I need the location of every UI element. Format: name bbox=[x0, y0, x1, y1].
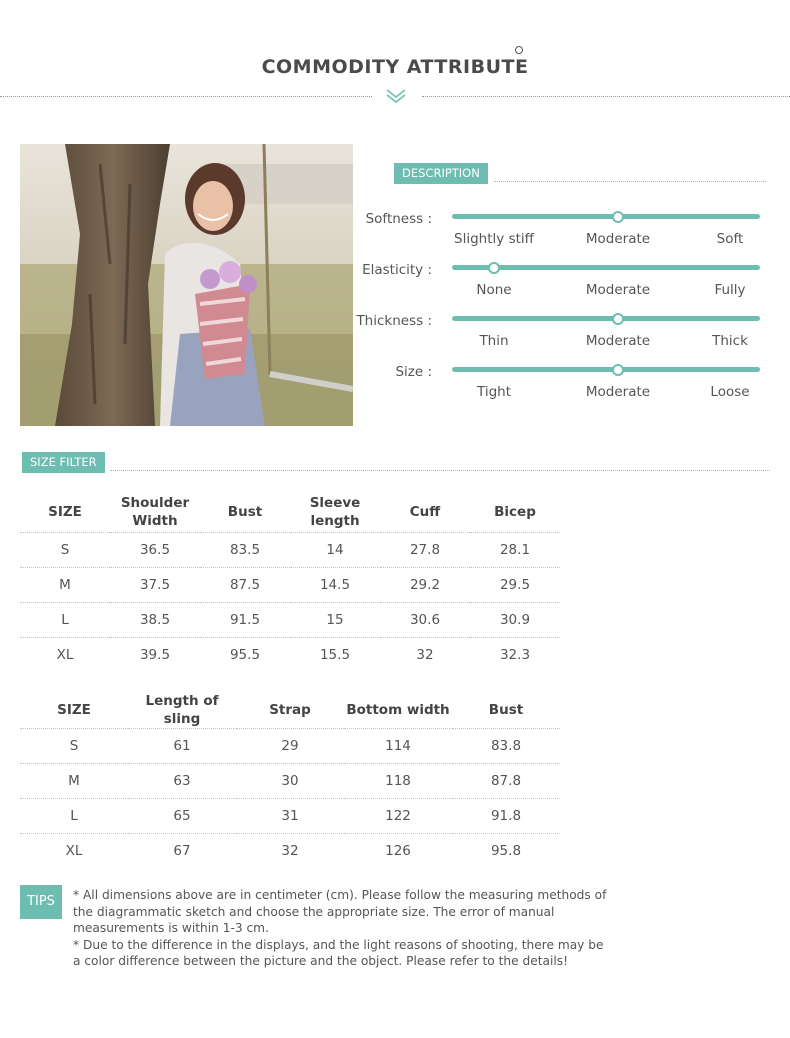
table-cell: 32 bbox=[380, 637, 470, 672]
thickness-option: Thick bbox=[712, 333, 748, 349]
thickness-option: Moderate bbox=[585, 333, 651, 349]
table-cell: 65 bbox=[128, 799, 236, 834]
column-header: Shoulder Width bbox=[120, 494, 190, 529]
tips-line: * All dimensions above are in centimeter (cm). Please follow the measuring methods of the diagrammatic sketch and choose the appropriate size. The error of manual measurements is within 1-3 cm. bbox=[73, 888, 607, 935]
size-label: Size : bbox=[395, 364, 432, 380]
elasticity-option: None bbox=[476, 282, 512, 298]
table-row bbox=[20, 567, 560, 602]
page-title: COMMODITY ATTRIBUTE bbox=[261, 56, 529, 78]
thickness-slider-knob bbox=[612, 313, 624, 325]
table-cell: 83.8 bbox=[452, 729, 560, 764]
softness-label: Softness : bbox=[365, 211, 432, 227]
column-header: Cuff bbox=[409, 503, 441, 520]
table-cell: 118 bbox=[344, 764, 452, 799]
header-divider-right bbox=[422, 96, 790, 97]
softness-slider-knob bbox=[612, 211, 624, 223]
thickness-label: Thickness : bbox=[356, 313, 432, 329]
table-row bbox=[20, 602, 560, 637]
table-cell: 39.5 bbox=[110, 637, 200, 672]
table-cell: 83.5 bbox=[200, 532, 290, 567]
table-cell: S bbox=[20, 532, 110, 567]
title-degree-mark bbox=[515, 46, 523, 54]
softness-slider-track bbox=[452, 214, 760, 219]
size-table-top bbox=[20, 492, 560, 672]
table-cell: 14.5 bbox=[290, 567, 380, 602]
table-cell: 14 bbox=[290, 532, 380, 567]
table-cell: L bbox=[20, 799, 128, 834]
elasticity-option: Fully bbox=[714, 282, 746, 298]
table-cell: 36.5 bbox=[110, 532, 200, 567]
softness-option: Moderate bbox=[585, 231, 651, 247]
tips-line: * Due to the difference in the displays, and the light reasons of shooting, there may be a color difference between the picture and the object. Please refer to the details! bbox=[73, 937, 604, 968]
column-header: Bicep bbox=[494, 503, 536, 520]
size-table-bottom bbox=[20, 692, 560, 868]
column-header: SIZE bbox=[48, 503, 82, 520]
table-cell: XL bbox=[20, 834, 128, 869]
table-cell: 37.5 bbox=[110, 567, 200, 602]
tips-badge: TIPS bbox=[20, 885, 62, 919]
double-chevron-down-icon bbox=[385, 88, 407, 104]
size-option: Loose bbox=[710, 384, 750, 400]
column-header: SIZE bbox=[57, 702, 91, 718]
table-cell: 29.2 bbox=[380, 567, 470, 602]
table-header-row bbox=[20, 692, 560, 729]
table-row bbox=[20, 799, 560, 834]
table-cell: 114 bbox=[344, 729, 452, 764]
table-header-row bbox=[20, 492, 560, 532]
size-option: Moderate bbox=[585, 384, 651, 400]
table-cell: 31 bbox=[236, 799, 344, 834]
column-header: Strap bbox=[269, 702, 311, 718]
table-row bbox=[20, 834, 560, 869]
elasticity-label: Elasticity : bbox=[362, 262, 432, 278]
table-row bbox=[20, 729, 560, 764]
column-header: Bust bbox=[488, 702, 524, 718]
table-cell: 32 bbox=[236, 834, 344, 869]
header-divider-left bbox=[0, 96, 372, 97]
table-cell: 122 bbox=[344, 799, 452, 834]
table-cell: 95.8 bbox=[452, 834, 560, 869]
table-cell: 61 bbox=[128, 729, 236, 764]
table-cell: M bbox=[20, 567, 110, 602]
table-cell: 28.1 bbox=[470, 532, 560, 567]
description-divider bbox=[494, 181, 766, 182]
table-cell: 29 bbox=[236, 729, 344, 764]
size-filter-divider bbox=[110, 470, 770, 471]
table-cell: 30 bbox=[236, 764, 344, 799]
table-cell: 27.8 bbox=[380, 532, 470, 567]
table-cell: 91.5 bbox=[200, 602, 290, 637]
table-cell: 29.5 bbox=[470, 567, 560, 602]
table-cell: 91.8 bbox=[452, 799, 560, 834]
softness-option: Soft bbox=[716, 231, 744, 247]
size-filter-badge: SIZE FILTER bbox=[22, 452, 105, 473]
table-cell: S bbox=[20, 729, 128, 764]
column-header: Sleeve length bbox=[309, 494, 361, 529]
elasticity-option: Moderate bbox=[585, 282, 651, 298]
column-header: Bust bbox=[227, 503, 263, 520]
table-cell: 15.5 bbox=[290, 637, 380, 672]
product-photo bbox=[20, 144, 353, 426]
table-cell: 15 bbox=[290, 602, 380, 637]
table-cell: L bbox=[20, 602, 110, 637]
elasticity-slider-knob bbox=[488, 262, 500, 274]
table-cell: 95.5 bbox=[200, 637, 290, 672]
column-header: Bottom width bbox=[346, 702, 450, 718]
table-cell: 87.5 bbox=[200, 567, 290, 602]
thickness-option: Thin bbox=[479, 333, 509, 349]
size-slider-knob bbox=[612, 364, 624, 376]
table-cell: 63 bbox=[128, 764, 236, 799]
description-badge: DESCRIPTION bbox=[394, 163, 488, 184]
table-row bbox=[20, 532, 560, 567]
column-header: Length of sling bbox=[145, 693, 219, 727]
table-cell: 32.3 bbox=[470, 637, 560, 672]
tips-text bbox=[73, 887, 613, 970]
softness-option: Slightly stiff bbox=[454, 231, 534, 247]
table-row bbox=[20, 764, 560, 799]
size-slider-track bbox=[452, 367, 760, 372]
table-row bbox=[20, 637, 560, 672]
size-option: Tight bbox=[476, 384, 511, 400]
table-cell: 67 bbox=[128, 834, 236, 869]
table-cell: XL bbox=[20, 637, 110, 672]
thickness-slider-track bbox=[452, 316, 760, 321]
table-cell: 87.8 bbox=[452, 764, 560, 799]
table-cell: 30.9 bbox=[470, 602, 560, 637]
table-cell: M bbox=[20, 764, 128, 799]
table-cell: 126 bbox=[344, 834, 452, 869]
table-cell: 38.5 bbox=[110, 602, 200, 637]
table-cell: 30.6 bbox=[380, 602, 470, 637]
